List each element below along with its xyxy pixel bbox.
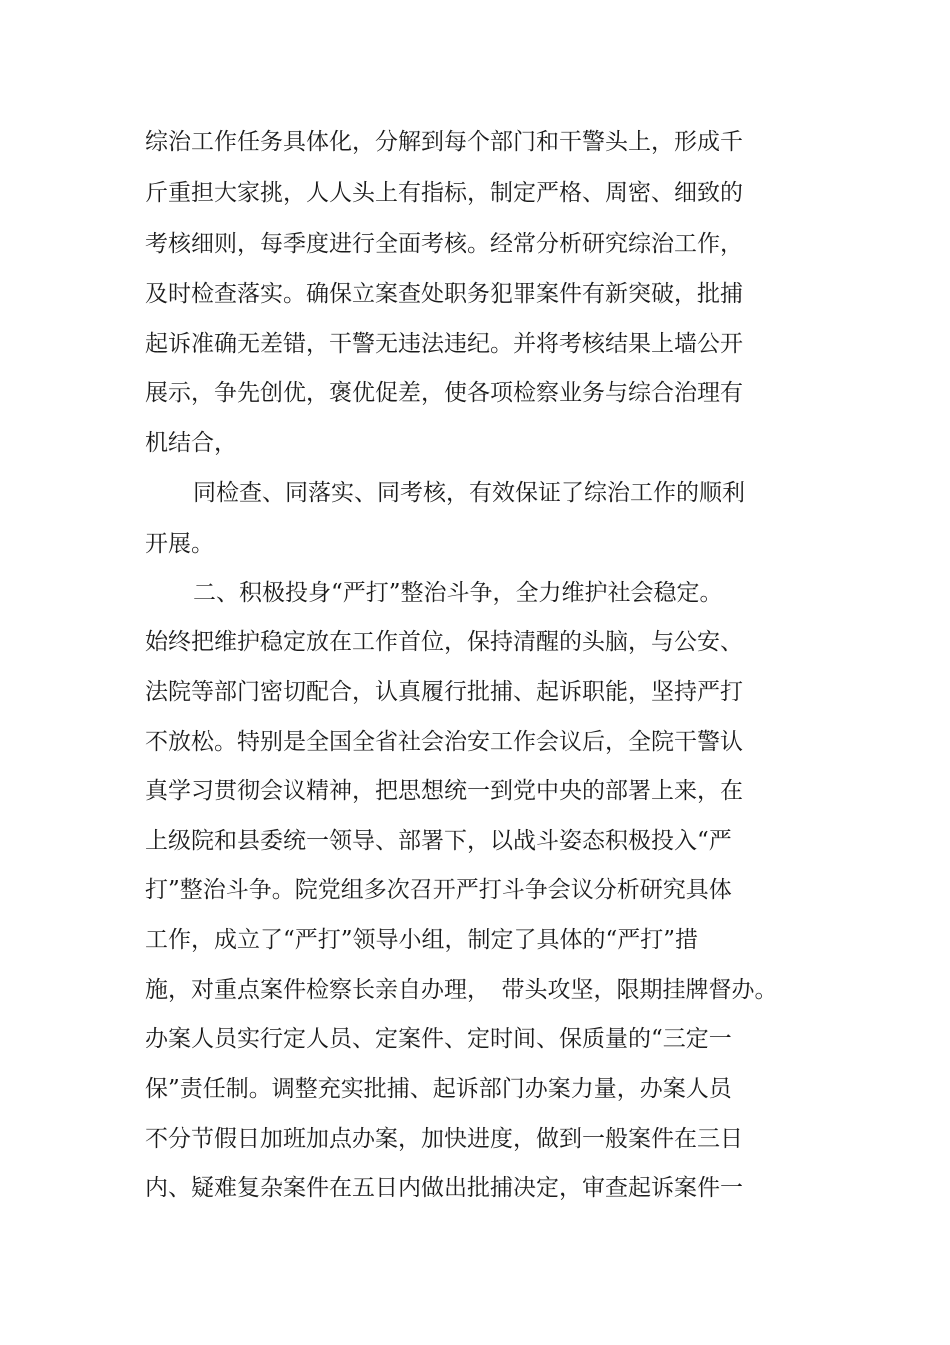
text-line: 法院等部门密切配合，认真履行批捕、起诉职能，坚持严打 (145, 679, 743, 705)
text-line: 上级院和县委统一领导、部署下，以战斗姿态积极投入“严 (145, 828, 732, 854)
text-line: 及时检查落实。确保立案查处职务犯罪案件有新突破，批捕 (145, 281, 743, 307)
text-line: 开展。 (145, 531, 214, 557)
text-line: 施，对重点案件检察长亲自办理， 带头攻坚，限期挂牌督办。 (145, 977, 778, 1003)
text-line: 同检查、同落实、同考核，有效保证了综治工作的顺利 (193, 480, 745, 506)
text-line: 起诉准确无差错，干警无违法违纪。并将考核结果上墙公开 (145, 331, 743, 357)
text-line: 办案人员实行定人员、定案件、定时间、保质量的“三定一 (145, 1026, 732, 1052)
text-line: 展示，争先创优，褒优促差，使各项检察业务与综合治理有 (145, 380, 743, 406)
text-line: 真学习贯彻会议精神，把思想统一到党中央的部署上来，在 (145, 778, 743, 804)
text-line: 考核细则，每季度进行全面考核。经常分析研究综治工作， (145, 231, 743, 257)
text-line: 工作，成立了“严打”领导小组，制定了具体的“严打”措 (145, 927, 699, 953)
text-line: 内、疑难复杂案件在五日内做出批捕决定，审查起诉案件一 (145, 1175, 743, 1201)
text-line: 机结合， (145, 430, 237, 456)
text-line: 不分节假日加班加点办案，加快进度，做到一般案件在三日 (145, 1126, 743, 1152)
text-line: 保”责任制。调整充实批捕、起诉部门办案力量，办案人员 (145, 1076, 732, 1102)
text-line: 综治工作任务具体化，分解到每个部门和干警头上，形成千 (145, 129, 743, 155)
text-line: 斤重担大家挑，人人头上有指标，制定严格、周密、细致的 (145, 180, 743, 206)
section-heading: 二、积极投身“严打”整治斗争，全力维护社会稳定。 (193, 580, 723, 606)
text-line: 不放松。特别是全国全省社会治安工作会议后，全院干警认 (145, 729, 743, 755)
text-line: 始终把维护稳定放在工作首位，保持清醒的头脑，与公安、 (145, 629, 743, 655)
text-line: 打”整治斗争。院党组多次召开严打斗争会议分析研究具体 (145, 877, 732, 903)
